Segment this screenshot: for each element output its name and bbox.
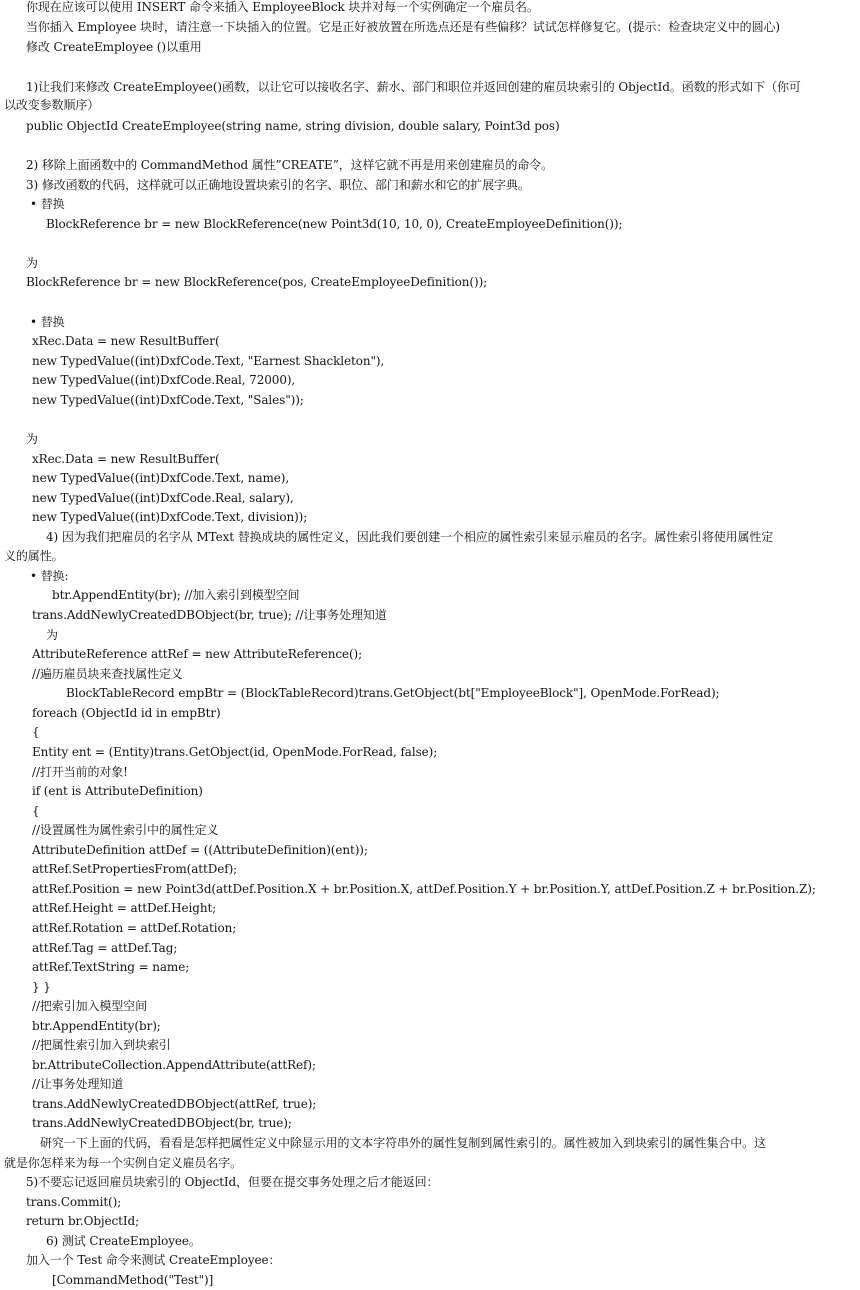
code-line: BlockReference br = new BlockReference(new Point3d(10, 10, 0), CreateEmployeeDefinition());: [46, 217, 623, 231]
code-line: trans.AddNewlyCreatedDBObject(br, true); //让事务处理知道: [32, 608, 387, 622]
code-line: new TypedValue((int)DxfCode.Text, "Sales"));: [32, 393, 304, 407]
code-line: [CommandMethod("Test")]: [52, 1273, 214, 1287]
text-line: 就是你怎样来为每一个实例自定义雇员名字。: [4, 1156, 243, 1170]
code-line: //打开当前的对象!: [32, 765, 128, 779]
code-line: Entity ent = (Entity)trans.GetObject(id, OpenMode.ForRead, false);: [32, 745, 438, 759]
code-line: //把索引加入模型空间: [32, 999, 147, 1013]
text-line: 5)不要忘记返回雇员块索引的 ObjectId，但要在提交事务处理之后才能返回：: [26, 1175, 439, 1189]
code-line: BlockReference br = new BlockReference(pos, CreateEmployeeDefinition());: [26, 275, 488, 289]
code-line: trans.Commit();: [26, 1195, 122, 1209]
bullet-line: • 替换: [30, 315, 65, 329]
code-line: if (ent is AttributeDefinition): [32, 784, 203, 798]
code-line: {: [32, 725, 40, 739]
code-line: xRec.Data = new ResultBuffer(: [32, 452, 220, 466]
code-line: new TypedValue((int)DxfCode.Text, name),: [32, 471, 290, 485]
text-line: 当你插入 Employee 块时，请注意一下块插入的位置。它是正好被放置在所选点还是有些偏移？试试怎样修复它。(提示：检查块定义中的圆心): [26, 20, 780, 34]
bullet-line: • 替换: [30, 197, 65, 211]
text-line: 义的属性。: [4, 549, 64, 563]
code-line: attRef.Height = attDef.Height;: [32, 901, 217, 915]
code-line: public ObjectId CreateEmployee(string name, string division, double salary, Point3d pos): [26, 119, 560, 133]
code-line: return br.ObjectId;: [26, 1214, 140, 1228]
text-line: 修改 CreateEmployee ()以重用: [26, 40, 202, 54]
code-line: trans.AddNewlyCreatedDBObject(attRef, true);: [32, 1097, 317, 1111]
code-line: attRef.Tag = attDef.Tag;: [32, 941, 178, 955]
text-line: 3) 修改函数的代码，这样就可以正确地设置块索引的名字、职位、部门和薪水和它的扩展字典。: [26, 178, 530, 192]
code-line: new TypedValue((int)DxfCode.Text, "Earnest Shackleton"),: [32, 354, 385, 368]
code-line: AttributeReference attRef = new AttributeReference();: [32, 647, 363, 661]
text-line: 4) 因为我们把雇员的名字从 MText 替换成块的属性定义，因此我们要创建一个相应的属性索引来显示雇员的名字。属性索引将使用属性定: [46, 530, 774, 544]
text-line: 加入一个 Test 命令来测试 CreateEmployee：: [26, 1253, 281, 1267]
text-line: 为: [26, 256, 38, 270]
code-line: {: [32, 804, 40, 818]
code-line: attRef.SetPropertiesFrom(attDef);: [32, 862, 238, 876]
code-line: btr.AppendEntity(br);: [32, 1019, 161, 1033]
text-line: 1)让我们来修改 CreateEmployee()函数，以让它可以接收名字、薪水、部门和职位并返回创建的雇员块索引的 ObjectId。函数的形式如下（你可: [26, 80, 801, 94]
code-line: new TypedValue((int)DxfCode.Real, 72000),: [32, 373, 296, 387]
code-line: attRef.Rotation = attDef.Rotation;: [32, 921, 237, 935]
code-line: //遍历雇员块来查找属性定义: [32, 667, 183, 681]
text-line: 为: [46, 628, 58, 642]
code-line: new TypedValue((int)DxfCode.Text, division));: [32, 510, 308, 524]
text-line: 研究一下上面的代码，看看是怎样把属性定义中除显示用的文本字符串外的属性复制到属性索引的。属性被加入到块索引的属性集合中。这: [40, 1136, 766, 1150]
bullet-line: • 替换:: [30, 569, 69, 583]
code-line: btr.AppendEntity(br); //加入索引到模型空间: [52, 588, 300, 602]
code-line: attRef.Position = new Point3d(attDef.Position.X + br.Position.X, attDef.Position.Y + br.Position.Y, attDef.Position.Z + br.Position.Z);: [32, 882, 816, 896]
code-line: //设置属性为属性索引中的属性定义: [32, 823, 219, 837]
code-line: BlockTableRecord empBtr = (BlockTableRecord)trans.GetObject(bt["EmployeeBlock"], OpenMode.ForRead);: [66, 686, 720, 700]
text-line: 你现在应该可以使用 INSERT 命令来插入 EmployeeBlock 块并对每一个实例确定一个雇员名。: [26, 0, 539, 14]
text-line: 为: [26, 432, 38, 446]
code-line: foreach (ObjectId id in empBtr): [32, 706, 221, 720]
code-line: } }: [32, 980, 51, 994]
code-line: //让事务处理知道: [32, 1077, 124, 1091]
code-line: xRec.Data = new ResultBuffer(: [32, 334, 220, 348]
code-line: br.AttributeCollection.AppendAttribute(attRef);: [32, 1058, 316, 1072]
code-line: trans.AddNewlyCreatedDBObject(br, true);: [32, 1116, 292, 1130]
code-line: AttributeDefinition attDef = ((AttributeDefinition)(ent));: [32, 843, 368, 857]
text-line: 2) 移除上面函数中的 CommandMethod 属性”CREATE”，这样它就不再是用来创建雇员的命令。: [26, 158, 553, 172]
code-line: new TypedValue((int)DxfCode.Real, salary),: [32, 491, 294, 505]
text-line: 以改变参数顺序）: [4, 98, 100, 112]
text-line: 6) 测试 CreateEmployee。: [46, 1234, 201, 1248]
code-line: //把属性索引加入到块索引: [32, 1038, 171, 1052]
code-line: attRef.TextString = name;: [32, 960, 190, 974]
